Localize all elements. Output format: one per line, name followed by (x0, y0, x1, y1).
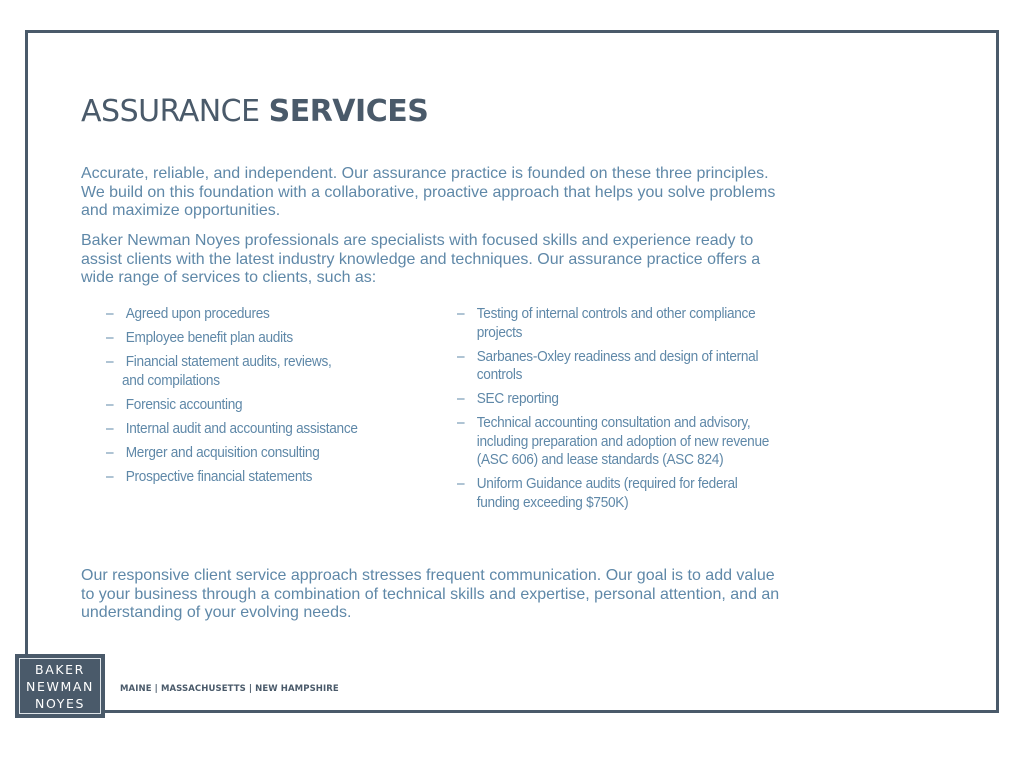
list-item-text: Technical accounting consultation and advisory, including preparation and adoption of new revenue (ASC 606) and lease standards (ASC 824) (476, 415, 770, 468)
page-title (81, 94, 428, 129)
bullet-dash: – (106, 306, 114, 322)
logo-inner-border (19, 658, 101, 714)
list-item-text: SEC reporting (476, 391, 559, 407)
services-list-left (106, 305, 444, 492)
professionals-paragraph: Baker Newman Noyes professionals are specialists with focused skills and experience ready to assist clients with the latest industry knowledge and techniques. Our assurance practice offers a wide range of services to clients, such as: (81, 232, 761, 286)
list-item (106, 468, 444, 487)
logo-line-3: NOYES (35, 695, 85, 711)
list-item-text: Testing of internal controls and other compliance projects (476, 306, 756, 341)
list-item (106, 444, 444, 463)
services-list-right (457, 305, 781, 518)
list-item (457, 475, 781, 512)
list-item-text: Forensic accounting (125, 396, 243, 413)
bullet-dash: – (457, 348, 465, 365)
list-item (106, 396, 444, 415)
bullet-dash: – (106, 396, 114, 413)
bullet-dash: – (106, 354, 114, 370)
bullet-dash: – (106, 330, 114, 346)
list-item (106, 420, 444, 439)
bullet-dash: – (457, 306, 465, 322)
list-item (106, 353, 444, 390)
list-item (106, 329, 444, 348)
bullet-dash: – (457, 415, 465, 431)
title-light: ASSURANCE (81, 94, 260, 129)
bullet-dash: – (457, 391, 465, 407)
bullet-dash: – (106, 444, 114, 461)
list-item-text: Sarbanes-Oxley readiness and design of internal controls (476, 348, 759, 383)
intro-paragraph: Accurate, reliable, and independent. Our assurance practice is founded on these three principles. We build on this foundation with a collaborative, proactive approach that helps you solve problems and maximize opportunities. (81, 165, 776, 219)
title-bold: SERVICES (268, 94, 429, 129)
list-item-text: Prospective financial statements (125, 468, 313, 485)
list-item-text: Employee benefit plan audits (125, 330, 293, 346)
bullet-dash: – (106, 468, 114, 485)
logo-line-1: BAKER (35, 661, 85, 677)
list-item (457, 348, 781, 385)
list-item-text: Agreed upon procedures (125, 306, 270, 322)
list-item (106, 305, 444, 324)
list-item-text: Merger and acquisition consulting (125, 444, 320, 461)
bullet-dash: – (106, 420, 114, 437)
list-item-text: Uniform Guidance audits (required for federal funding exceeding $750K) (476, 476, 738, 511)
footer-states: MAINE | MASSACHUSETTS | NEW HAMPSHIRE (120, 684, 339, 694)
list-item (457, 390, 781, 409)
list-item-text: Internal audit and accounting assistance (125, 420, 358, 437)
list-item (457, 305, 781, 342)
list-item-text: Financial statement audits, reviews, (125, 354, 332, 370)
logo-line-2: NEWMAN (26, 678, 94, 694)
bullet-dash: – (457, 476, 465, 492)
closing-paragraph: Our responsive client service approach stresses frequent communication. Our goal is to add value to your business through a combination of technical skills and expertise, personal attention, and an understanding of your evolving needs. (81, 567, 780, 621)
company-logo (15, 654, 105, 718)
list-item-continuation: and compilations (121, 372, 220, 389)
list-item (457, 414, 781, 470)
